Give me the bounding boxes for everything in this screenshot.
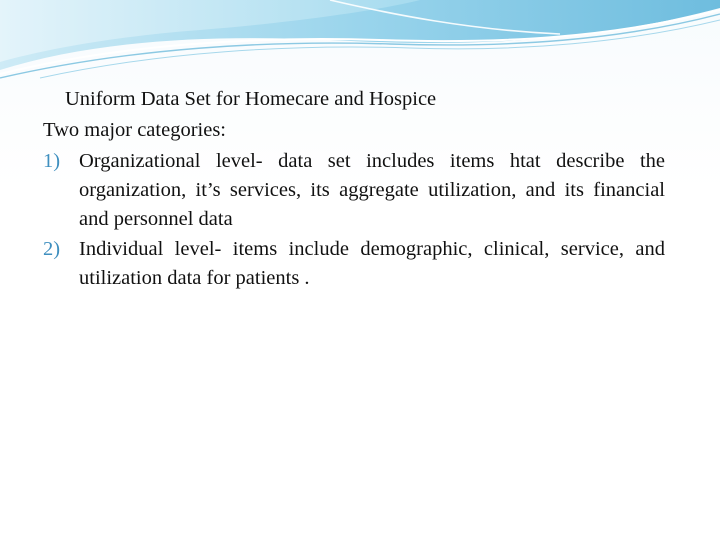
list-marker: 2) [43, 238, 61, 260]
header-swoosh-decoration [0, 0, 720, 90]
slide-title: Uniform Data Set for Homecare and Hospice [65, 88, 437, 110]
list-marker: 1) [43, 150, 61, 172]
list-item-text: Individual level- items include demographic, clinical, service, and utilization data for patients . [79, 238, 665, 289]
list-item [43, 234, 665, 293]
list-item-text: Organizational level- data set includes items htat describe the organization, it’s services, its aggregate utilization, and its financial and personnel data [79, 150, 665, 230]
list-item [43, 146, 665, 234]
slide-content [43, 84, 665, 293]
category-list [43, 146, 665, 293]
intro-line: Two major categories: [43, 119, 226, 141]
